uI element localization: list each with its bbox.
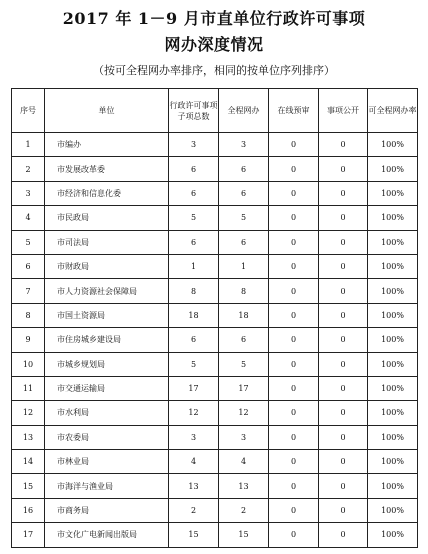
cell-unit: 市住房城乡建设局 xyxy=(45,328,169,352)
cell-total: 3 xyxy=(169,425,219,449)
cell-online-booking: 0 xyxy=(269,523,319,547)
cell-total: 6 xyxy=(169,230,219,254)
cell-public: 0 xyxy=(319,523,368,547)
cell-unit: 市林业局 xyxy=(45,450,169,474)
cell-full-online: 3 xyxy=(219,425,269,449)
cell-index: 3 xyxy=(12,181,45,205)
table-row xyxy=(12,450,418,474)
cell-public: 0 xyxy=(319,425,368,449)
cell-rate: 100% xyxy=(368,523,418,547)
cell-full-online: 6 xyxy=(219,157,269,181)
cell-full-online: 15 xyxy=(219,523,269,547)
cell-online-booking: 0 xyxy=(269,206,319,230)
cell-public: 0 xyxy=(319,133,368,157)
cell-full-online: 6 xyxy=(219,181,269,205)
cell-online-booking: 0 xyxy=(269,181,319,205)
cell-index: 13 xyxy=(12,425,45,449)
cell-rate: 100% xyxy=(368,498,418,522)
cell-rate: 100% xyxy=(368,157,418,181)
cell-total: 5 xyxy=(169,352,219,376)
cell-full-online: 6 xyxy=(219,328,269,352)
cell-online-booking: 0 xyxy=(269,352,319,376)
table-row xyxy=(12,328,418,352)
cell-total: 13 xyxy=(169,474,219,498)
cell-total: 12 xyxy=(169,401,219,425)
cell-total: 5 xyxy=(169,206,219,230)
cell-online-booking: 0 xyxy=(269,450,319,474)
table-row xyxy=(12,206,418,230)
cell-total: 2 xyxy=(169,498,219,522)
table-row xyxy=(12,425,418,449)
cell-full-online: 6 xyxy=(219,230,269,254)
cell-online-booking: 0 xyxy=(269,157,319,181)
cell-public: 0 xyxy=(319,376,368,400)
table-row xyxy=(12,401,418,425)
cell-online-booking: 0 xyxy=(269,328,319,352)
table-row xyxy=(12,254,418,278)
table-row xyxy=(12,279,418,303)
cell-index: 6 xyxy=(12,254,45,278)
cell-public: 0 xyxy=(319,474,368,498)
cell-unit: 市司法局 xyxy=(45,230,169,254)
cell-public: 0 xyxy=(319,230,368,254)
cell-index: 7 xyxy=(12,279,45,303)
cell-rate: 100% xyxy=(368,450,418,474)
cell-rate: 100% xyxy=(368,133,418,157)
cell-online-booking: 0 xyxy=(269,133,319,157)
title-line-1: 2017 年 1－9 月市直单位行政许可事项 xyxy=(62,9,366,28)
cell-full-online: 5 xyxy=(219,352,269,376)
table-row xyxy=(12,157,418,181)
cell-total: 15 xyxy=(169,523,219,547)
subtitle: （按可全程网办率排序，相同的按单位序列排序） xyxy=(93,64,335,77)
cell-public: 0 xyxy=(319,352,368,376)
cell-index: 8 xyxy=(12,303,45,327)
cell-unit: 市农委局 xyxy=(45,425,169,449)
cell-unit: 市发展改革委 xyxy=(45,157,169,181)
cell-rate: 100% xyxy=(368,254,418,278)
table-row xyxy=(12,303,418,327)
cell-public: 0 xyxy=(319,206,368,230)
cell-online-booking: 0 xyxy=(269,230,319,254)
table-row xyxy=(12,474,418,498)
cell-rate: 100% xyxy=(368,425,418,449)
cell-index: 2 xyxy=(12,157,45,181)
cell-full-online: 17 xyxy=(219,376,269,400)
cell-total: 8 xyxy=(169,279,219,303)
cell-full-online: 12 xyxy=(219,401,269,425)
cell-total: 17 xyxy=(169,376,219,400)
cell-unit: 市城乡规划局 xyxy=(45,352,169,376)
cell-total: 6 xyxy=(169,181,219,205)
cell-rate: 100% xyxy=(368,303,418,327)
cell-full-online: 5 xyxy=(219,206,269,230)
cell-unit: 市财政局 xyxy=(45,254,169,278)
cell-rate: 100% xyxy=(368,352,418,376)
cell-full-online: 8 xyxy=(219,279,269,303)
cell-rate: 100% xyxy=(368,328,418,352)
cell-online-booking: 0 xyxy=(269,279,319,303)
header-rate: 可全程网办率 xyxy=(368,89,418,133)
cell-index: 4 xyxy=(12,206,45,230)
cell-rate: 100% xyxy=(368,230,418,254)
cell-index: 5 xyxy=(12,230,45,254)
header-index: 序号 xyxy=(12,89,45,133)
header-full-online: 全程网办 xyxy=(219,89,269,133)
cell-full-online: 13 xyxy=(219,474,269,498)
cell-unit: 市民政局 xyxy=(45,206,169,230)
cell-full-online: 4 xyxy=(219,450,269,474)
cell-full-online: 3 xyxy=(219,133,269,157)
cell-unit: 市编办 xyxy=(45,133,169,157)
table-row xyxy=(12,498,418,522)
cell-total: 4 xyxy=(169,450,219,474)
cell-unit: 市人力资源社会保障局 xyxy=(45,279,169,303)
cell-total: 1 xyxy=(169,254,219,278)
cell-unit: 市经济和信息化委 xyxy=(45,181,169,205)
cell-online-booking: 0 xyxy=(269,474,319,498)
cell-online-booking: 0 xyxy=(269,254,319,278)
cell-index: 1 xyxy=(12,133,45,157)
cell-total: 3 xyxy=(169,133,219,157)
cell-rate: 100% xyxy=(368,279,418,303)
cell-rate: 100% xyxy=(368,401,418,425)
cell-full-online: 18 xyxy=(219,303,269,327)
cell-unit: 市水利局 xyxy=(45,401,169,425)
cell-rate: 100% xyxy=(368,181,418,205)
cell-public: 0 xyxy=(319,450,368,474)
cell-index: 17 xyxy=(12,523,45,547)
cell-unit: 市商务局 xyxy=(45,498,169,522)
cell-unit: 市海洋与渔业局 xyxy=(45,474,169,498)
cell-online-booking: 0 xyxy=(269,376,319,400)
header-unit: 单位 xyxy=(45,89,169,133)
cell-total: 6 xyxy=(169,157,219,181)
cell-index: 14 xyxy=(12,450,45,474)
table-row xyxy=(12,181,418,205)
cell-online-booking: 0 xyxy=(269,303,319,327)
cell-public: 0 xyxy=(319,303,368,327)
table-row xyxy=(12,376,418,400)
table-row xyxy=(12,523,418,547)
cell-index: 10 xyxy=(12,352,45,376)
header-online-booking: 在线预审 xyxy=(269,89,319,133)
cell-rate: 100% xyxy=(368,376,418,400)
header-row xyxy=(12,89,418,133)
cell-full-online: 1 xyxy=(219,254,269,278)
cell-public: 0 xyxy=(319,157,368,181)
header-total: 行政许可事项子项总数 xyxy=(169,89,219,133)
cell-public: 0 xyxy=(319,498,368,522)
cell-online-booking: 0 xyxy=(269,498,319,522)
cell-public: 0 xyxy=(319,328,368,352)
cell-online-booking: 0 xyxy=(269,425,319,449)
table-body xyxy=(12,133,418,548)
title-line-2: 网办深度情况 xyxy=(164,35,264,54)
table-row xyxy=(12,352,418,376)
cell-public: 0 xyxy=(319,401,368,425)
cell-total: 6 xyxy=(169,328,219,352)
cell-rate: 100% xyxy=(368,206,418,230)
cell-public: 0 xyxy=(319,279,368,303)
cell-total: 18 xyxy=(169,303,219,327)
cell-public: 0 xyxy=(319,181,368,205)
cell-index: 9 xyxy=(12,328,45,352)
cell-index: 15 xyxy=(12,474,45,498)
cell-full-online: 2 xyxy=(219,498,269,522)
header-public: 事项公开 xyxy=(319,89,368,133)
cell-rate: 100% xyxy=(368,474,418,498)
table-row xyxy=(12,133,418,157)
cell-index: 12 xyxy=(12,401,45,425)
cell-index: 11 xyxy=(12,376,45,400)
cell-public: 0 xyxy=(319,254,368,278)
cell-unit: 市国土资源局 xyxy=(45,303,169,327)
cell-index: 16 xyxy=(12,498,45,522)
stats-table xyxy=(11,88,418,548)
table-row xyxy=(12,230,418,254)
cell-unit: 市文化广电新闻出版局 xyxy=(45,523,169,547)
cell-unit: 市交通运输局 xyxy=(45,376,169,400)
cell-online-booking: 0 xyxy=(269,401,319,425)
